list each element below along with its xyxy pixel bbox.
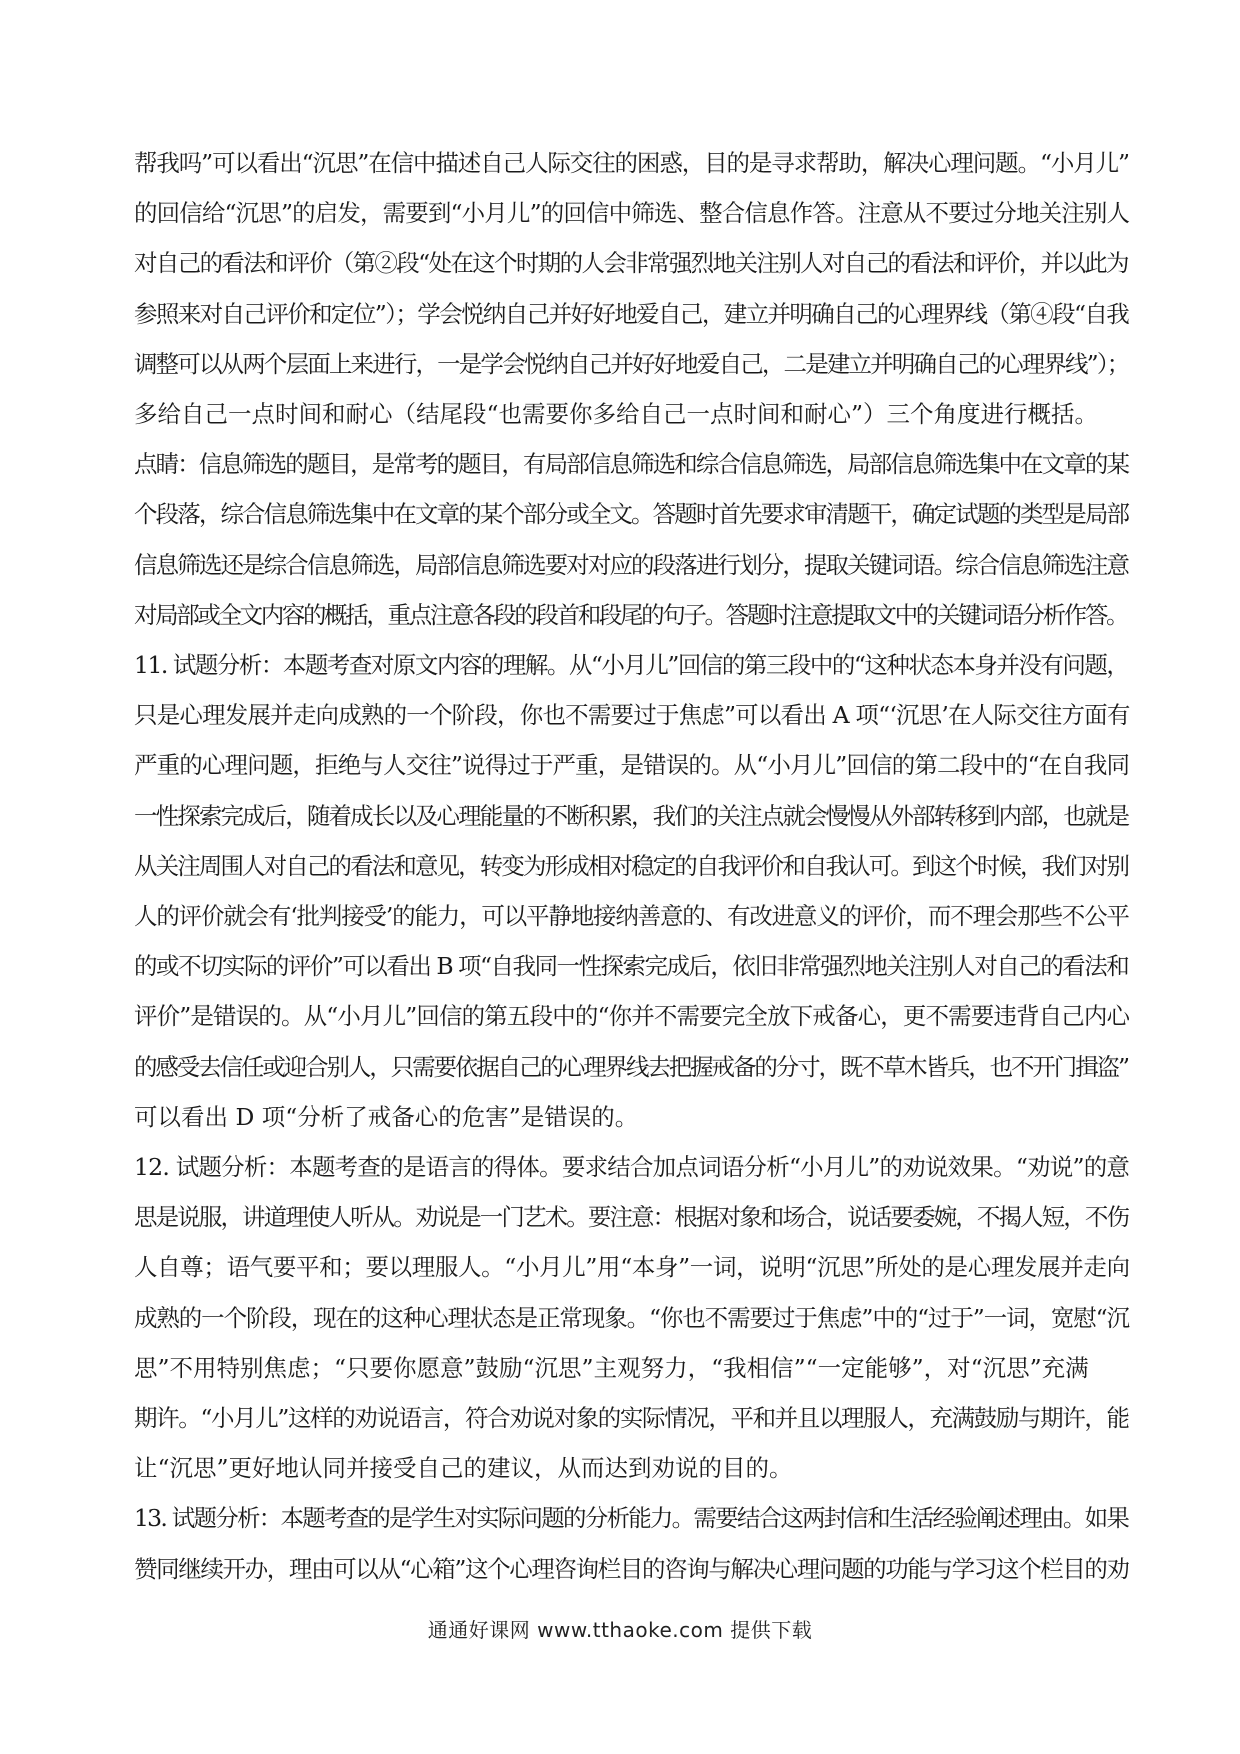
text-line: 思是说服，讲道理使人听从。劝说是一门艺术。要注意：根据对象和场合，说话要委婉，不揭人短，不伤 xyxy=(134,1203,1129,1232)
text-line: 对自己的看法和评价（第②段“处在这个时期的人会非常强烈地关注别人对自己的看法和评价，并以此为 xyxy=(134,249,1128,278)
paragraph-dianjing xyxy=(134,439,1130,640)
text-line: 人的评价就会有‘批判接受’的能力，可以平静地接纳善意的、有改进意义的评价，而不理会那些不公平 xyxy=(134,902,1129,931)
document-body xyxy=(134,138,1130,1594)
text-line: 成熟的一个阶段，现在的这种心理状态是正常现象。“你也不需要过于焦虑”中的“过于”一词，宽慰“沉 xyxy=(134,1303,1129,1332)
text-line: 的感受去信任或迎合别人，只需要依据自己的心理界线去把握戒备的分寸，既不草木皆兵，也不开门揖盗” xyxy=(134,1052,1128,1081)
text-line: 调整可以从两个层面上来进行，一是学会悦纳自己并好好地爱自己，二是建立并明确自己的心理界线”）； xyxy=(134,349,1129,378)
text-line: 严重的心理问题，拒绝与人交往”说得过于严重，是错误的。从“小月儿”回信的第二段中的“在自我同 xyxy=(134,751,1130,780)
paragraph-answer-12 xyxy=(134,1142,1130,1493)
paragraph-answer-10-continued xyxy=(134,138,1130,439)
text-line: 的或不切实际的评价”可以看出 B 项“自我同一性探索完成后，依旧非常强烈地关注别人对自己的看法和 xyxy=(134,952,1129,981)
text-line: 多给自己一点时间和耐心（结尾段“也需要你多给自己一点时间和耐心”）三个角度进行概括。 xyxy=(134,400,1099,429)
page-footer: 通通好课网 www.tthaoke.com 提供下载 xyxy=(427,1618,813,1642)
text-line: 参照来对自己评价和定位”）；学会悦纳自己并好好地爱自己，建立并明确自己的心理界线（第④段“自我 xyxy=(134,299,1129,328)
text-line: 对局部或全文内容的概括，重点注意各段的段首和段尾的句子。答题时注意提取文中的关键词语分析作答。 xyxy=(134,600,1128,629)
text-line: 的回信给“沉思”的启发，需要到“小月儿”的回信中筛选、整合信息作答。注意从不要过分地关注别人 xyxy=(134,199,1130,228)
text-line: 从关注周围人对自己的看法和意见，转变为形成相对稳定的自我评价和自我认可。到这个时候，我们对别 xyxy=(134,851,1129,880)
text-line: 帮我吗”可以看出“沉思”在信中描述自己人际交往的困惑，目的是寻求帮助，解决心理问题。“小月儿” xyxy=(134,149,1129,177)
text-line: 信息筛选还是综合信息筛选，局部信息筛选要对对应的段落进行划分，提取关键词语。综合信息筛选注意 xyxy=(134,550,1129,579)
text-line: 只是心理发展并走向成熟的一个阶段，你也不需要过于焦虑”可以看出 A 项“‘沉思’在人际交往方面有 xyxy=(134,701,1130,730)
text-line: 人自尊；语气要平和；要以理服人。“小月儿”用“本身”一词，说明“沉思”所处的是心理发展并走向 xyxy=(134,1253,1130,1282)
text-line: 思”不用特别焦虑；“只要你愿意”鼓励“沉思”主观努力，“我相信”“一定能够”，对“沉思”充满 xyxy=(134,1353,1089,1382)
text-line: 个段落，综合信息筛选集中在文章的某个部分或全文。答题时首先要求审清题干，确定试题的类型是局部 xyxy=(134,500,1129,529)
text-line: 点睛：信息筛选的题目，是常考的题目，有局部信息筛选和综合信息筛选，局部信息筛选集中在文章的某 xyxy=(134,450,1129,479)
text-line: 期许。“小月儿”这样的劝说语言，符合劝说对象的实际情况，平和并且以理服人，充满鼓励与期许，能 xyxy=(134,1404,1129,1433)
text-line: 赞同继续开办，理由可以从“心箱”这个心理咨询栏目的咨询与解决心理问题的功能与学习这个栏目的劝 xyxy=(134,1554,1129,1583)
text-line: 11. 试题分析：本题考查对原文内容的理解。从“小月儿”回信的第三段中的“这种状态本身并没有问题， xyxy=(134,651,1129,680)
text-line: 一性探索完成后，随着成长以及心理能量的不断积累，我们的关注点就会慢慢从外部转移到内部，也就是 xyxy=(134,801,1129,830)
paragraph-answer-11 xyxy=(134,640,1130,1142)
text-line: 让“沉思”更好地认同并接受自己的建议，从而达到劝说的目的。 xyxy=(134,1454,793,1483)
text-line: 可以看出 D 项“分析了戒备心的危害”是错误的。 xyxy=(134,1102,639,1131)
text-line: 评价”是错误的。从“小月儿”回信的第五段中的“你并不需要完全放下戒备心，更不需要违背自己内心 xyxy=(134,1002,1130,1031)
paragraph-answer-13 xyxy=(134,1493,1130,1593)
text-line: 13. 试题分析：本题考查的是学生对实际问题的分析能力。需要结合这两封信和生活经验阐述理由。如果 xyxy=(134,1504,1129,1533)
text-line: 12. 试题分析：本题考查的是语言的得体。要求结合加点词语分析“小月儿”的劝说效果。“劝说”的意 xyxy=(134,1153,1130,1182)
